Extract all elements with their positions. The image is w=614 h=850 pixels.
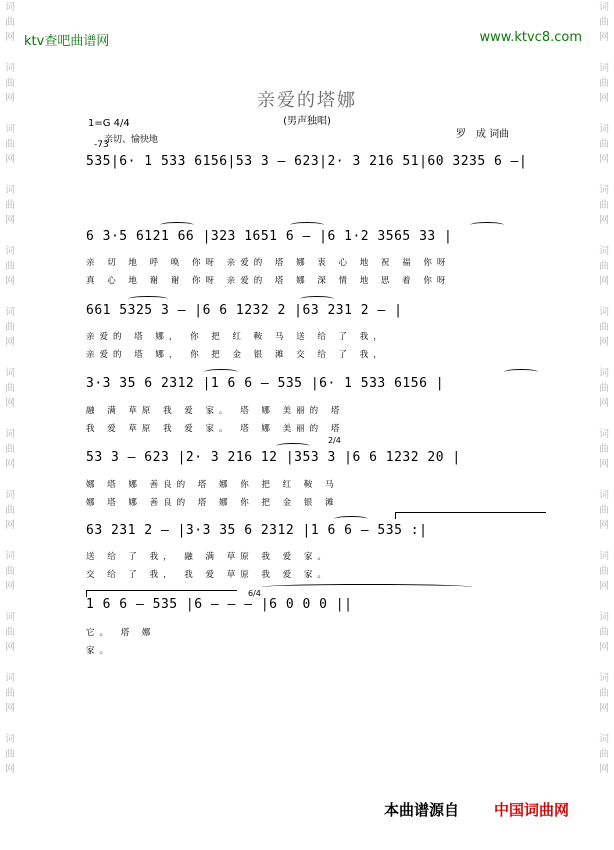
- watermark-char: 网: [599, 703, 609, 714]
- watermark-char: 网: [599, 642, 609, 653]
- watermark-char: 网: [5, 459, 15, 470]
- tempo-marking: 亲切、愉快地: [104, 135, 159, 145]
- watermark-char: 网: [5, 154, 15, 165]
- watermark-char: 词: [5, 2, 15, 13]
- tie-arc: [334, 516, 368, 522]
- watermark-char: 曲: [599, 200, 609, 211]
- watermark-char: 词: [5, 124, 15, 135]
- site-name-left: ktv查吧曲谱网: [24, 34, 110, 49]
- watermark-char: 曲: [599, 566, 609, 577]
- tie-arc: [204, 369, 238, 375]
- lyric-row-5b: 娜 塔 娜 善良的 塔 娜 你 把 金 银 滩: [86, 498, 339, 508]
- tie-arc: [276, 443, 310, 449]
- notation-row-1: 535|6· 1 533 6156|53 3 – 623|2· 3 216 51|60 3235 6 –|: [86, 154, 528, 169]
- pickup-mark: -73: [94, 140, 109, 150]
- watermark-char: 网: [599, 520, 609, 531]
- watermark-char: 词: [599, 246, 609, 257]
- tie-arc: [470, 222, 504, 228]
- watermark-char: 词: [5, 246, 15, 257]
- watermark-char: 网: [5, 215, 15, 226]
- watermark-char: 词: [599, 307, 609, 318]
- watermark-char: 词: [5, 734, 15, 745]
- watermark-char: 网: [5, 764, 15, 775]
- notation-row-7: 1 6 6 – 535 |6 – – – |6 0 0 0 ||: [86, 597, 353, 612]
- tie-arc: [160, 222, 194, 228]
- tie-arc-long: [262, 584, 472, 590]
- watermark-char: 网: [599, 459, 609, 470]
- watermark-char: 词: [599, 734, 609, 745]
- watermark-char: 网: [599, 276, 609, 287]
- watermark-char: 曲: [599, 17, 609, 28]
- watermark-char: 网: [5, 32, 15, 43]
- score-title: 亲爱的塔娜: [257, 90, 357, 111]
- watermark-char: 网: [5, 642, 15, 653]
- watermark-char: 词: [5, 612, 15, 623]
- lyric-row-6a: 送 给 了 我， 融 满 草原 我 爱 家。: [86, 552, 331, 562]
- site-url-right: www.ktvc8.com: [479, 30, 582, 45]
- volta-bracket-1: [395, 512, 546, 519]
- watermark-char: 词: [599, 2, 609, 13]
- watermark-char: 词: [599, 368, 609, 379]
- tie-arc: [300, 296, 334, 302]
- watermark-char: 词: [599, 63, 609, 74]
- watermark-char: 曲: [5, 627, 15, 638]
- notation-row-4: 3·3 35 6 2312 |1 6 6 – 535 |6· 1 533 6156 |: [86, 376, 445, 391]
- watermark-char: 词: [599, 429, 609, 440]
- watermark-char: 网: [599, 215, 609, 226]
- watermark-char: 曲: [599, 322, 609, 333]
- watermark-char: 网: [599, 337, 609, 348]
- watermark-char: 曲: [5, 444, 15, 455]
- score-subtitle: (男声独唱): [283, 116, 331, 127]
- lyric-row-7a: 它。 塔 娜: [86, 628, 156, 638]
- watermark-char: 曲: [599, 627, 609, 638]
- footer-site-name: 中国词曲网: [494, 801, 570, 819]
- lyric-row-5a: 娜 塔 娜 善良的 塔 娜 你 把 红 鞍 马: [86, 480, 339, 490]
- tie-arc: [128, 296, 168, 302]
- watermark-char: 曲: [599, 261, 609, 272]
- watermark-char: 网: [599, 154, 609, 165]
- watermark-char: 曲: [599, 78, 609, 89]
- lyric-row-3b: 亲爱的 塔 娜， 你 把 金 银 滩 交 给 了 我，: [86, 350, 387, 360]
- lyric-row-6b: 交 给 了 我， 我 爱 草原 我 爱 家。: [86, 570, 331, 580]
- watermark-char: 词: [5, 673, 15, 684]
- time-signature-change: 2/4: [328, 436, 341, 445]
- watermark-char: 网: [599, 32, 609, 43]
- watermark-char: 网: [5, 93, 15, 104]
- lyric-row-3a: 亲爱的 塔 娜， 你 把 红 鞍 马 送 给 了 我，: [86, 332, 387, 342]
- notation-row-6: 63 231 2 – |3·3 35 6 2312 |1 6 6 – 535 :|: [86, 523, 428, 538]
- tie-arc: [290, 222, 324, 228]
- watermark-char: 词: [5, 429, 15, 440]
- key-signature: 1=G 4/4: [88, 118, 130, 129]
- watermark-char: 词: [5, 551, 15, 562]
- watermark-char: 曲: [5, 78, 15, 89]
- watermark-char: 曲: [5, 749, 15, 760]
- lyric-row-2a: 亲 切 地 呼 唤 你呀 亲爱的 塔 娜 衷 心 地 祝 福 你呀: [86, 258, 451, 268]
- watermark-char: 网: [5, 581, 15, 592]
- watermark-char: 词: [5, 368, 15, 379]
- watermark-char: 词: [599, 551, 609, 562]
- watermark-char: 曲: [5, 383, 15, 394]
- score-author: 罗 成 词曲: [456, 129, 510, 140]
- watermark-char: 网: [5, 398, 15, 409]
- watermark-char: 曲: [5, 261, 15, 272]
- tie-arc: [504, 369, 538, 375]
- watermark-char: 词: [599, 673, 609, 684]
- watermark-char: 网: [599, 93, 609, 104]
- watermark-char: 曲: [5, 139, 15, 150]
- watermark-char: 网: [5, 337, 15, 348]
- watermark-char: 曲: [599, 505, 609, 516]
- watermark-char: 词: [599, 185, 609, 196]
- lyric-row-4a: 融 满 草原 我 爱 家。 塔 娜 美丽的 塔: [86, 406, 345, 416]
- volta-bracket-2: [86, 590, 237, 597]
- watermark-char: 曲: [5, 322, 15, 333]
- watermark-char: 曲: [5, 200, 15, 211]
- footer-source-text: 本曲谱源自: [384, 801, 460, 819]
- watermark-char: 曲: [5, 17, 15, 28]
- watermark-char: 曲: [599, 749, 609, 760]
- watermark-char: 网: [599, 581, 609, 592]
- watermark-char: 曲: [5, 505, 15, 516]
- watermark-char: 网: [5, 703, 15, 714]
- watermark-char: 词: [5, 63, 15, 74]
- watermark-char: 词: [5, 185, 15, 196]
- time-signature-end: 6/4: [248, 589, 261, 598]
- watermark-char: 词: [599, 612, 609, 623]
- watermark-char: 词: [5, 490, 15, 501]
- watermark-char: 网: [599, 398, 609, 409]
- watermark-char: 曲: [599, 688, 609, 699]
- watermark-char: 词: [599, 490, 609, 501]
- lyric-row-7b: 家。: [86, 646, 114, 656]
- watermark-char: 曲: [599, 139, 609, 150]
- watermark-char: 曲: [599, 383, 609, 394]
- notation-row-2: 6 3·5 6121 66 |323 1651 6 – |6 1·2 3565 33 |: [86, 229, 453, 244]
- watermark-char: 网: [5, 520, 15, 531]
- watermark-char: 曲: [5, 688, 15, 699]
- watermark-char: 曲: [5, 566, 15, 577]
- watermark-char: 曲: [599, 444, 609, 455]
- watermark-char: 网: [5, 276, 15, 287]
- watermark-char: 词: [5, 307, 15, 318]
- notation-row-5: 53 3 – 623 |2· 3 216 12 |353 3 |6 6 1232 20 |: [86, 450, 461, 465]
- lyric-row-2b: 真 心 地 谢 谢 你呀 亲爱的 塔 娜 深 情 地 思 着 你呀: [86, 276, 451, 286]
- lyric-row-4b: 我 爱 草原 我 爱 家。 塔 娜 美丽的 塔: [86, 424, 345, 434]
- watermark-char: 网: [599, 764, 609, 775]
- notation-row-3: 661 5325 3 – |6 6 1232 2 |63 231 2 – |: [86, 303, 403, 318]
- watermark-char: 词: [599, 124, 609, 135]
